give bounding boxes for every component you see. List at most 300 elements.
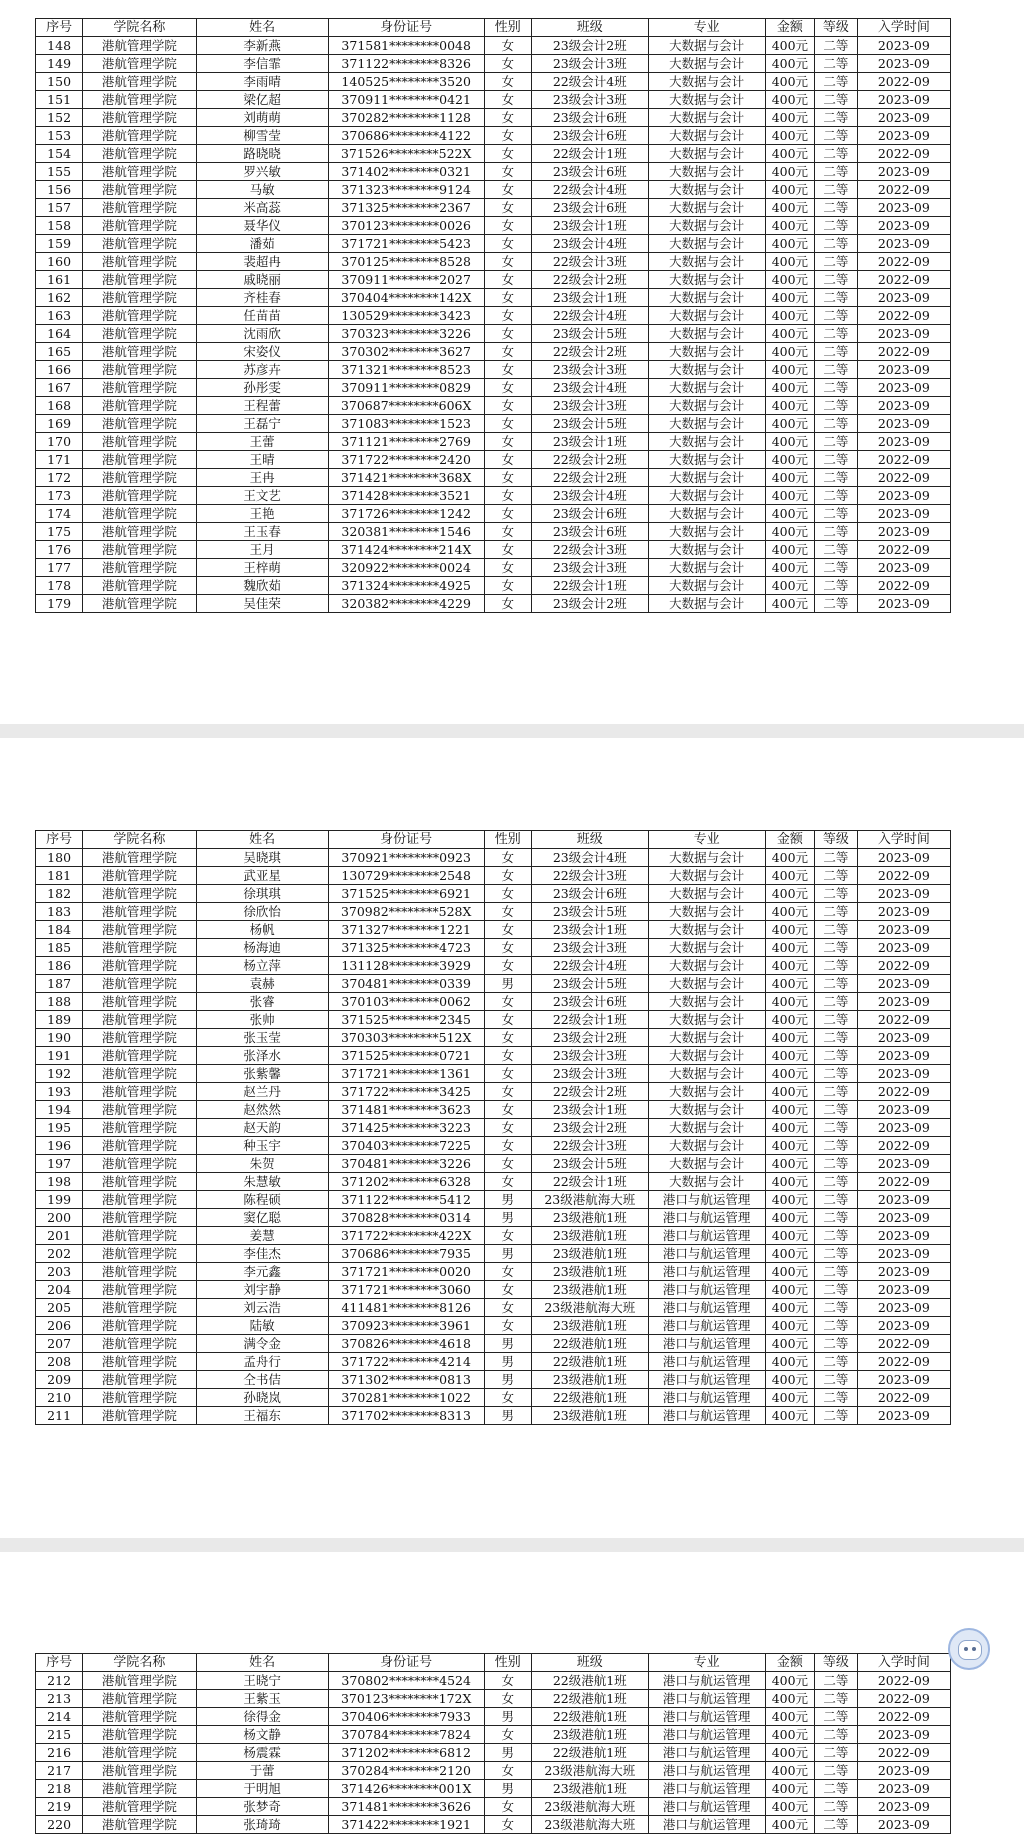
col-name: 李元鑫 [196, 1263, 328, 1281]
col-name: 王文艺 [196, 487, 328, 505]
col-college: 港航管理学院 [83, 343, 196, 361]
col-college: 港航管理学院 [83, 433, 196, 451]
table-row [36, 415, 951, 433]
col-major: 大数据与会计 [648, 993, 765, 1011]
header-col-seq: 序号 [36, 19, 83, 37]
col-college: 港航管理学院 [83, 1047, 196, 1065]
col-enroll: 2023-09 [857, 1191, 950, 1209]
col-enroll: 2023-09 [857, 1726, 950, 1744]
table-row [36, 397, 951, 415]
col-id: 371202********6812 [328, 1744, 484, 1762]
col-enroll: 2023-09 [857, 1047, 950, 1065]
col-gender: 女 [484, 55, 531, 73]
col-major: 港口与航运管理 [648, 1209, 765, 1227]
table-row [36, 199, 951, 217]
col-name: 任苗苗 [196, 307, 328, 325]
col-college: 港航管理学院 [83, 451, 196, 469]
col-gender: 女 [484, 487, 531, 505]
col-gender: 男 [484, 975, 531, 993]
col-amount: 400元 [765, 939, 815, 957]
col-enroll: 2022-09 [857, 1137, 950, 1155]
col-major: 大数据与会计 [648, 849, 765, 867]
col-level: 二等 [815, 1708, 858, 1726]
col-college: 港航管理学院 [83, 1335, 196, 1353]
col-class: 23级会计1班 [531, 433, 648, 451]
col-enroll: 2023-09 [857, 1155, 950, 1173]
col-major: 大数据与会计 [648, 1101, 765, 1119]
table-row [36, 505, 951, 523]
col-id: 371722********2420 [328, 451, 484, 469]
table-row [36, 1353, 951, 1371]
col-amount: 400元 [765, 1816, 815, 1834]
col-college: 港航管理学院 [83, 1708, 196, 1726]
col-major: 大数据与会计 [648, 975, 765, 993]
table-row [36, 1744, 951, 1762]
col-id: 370123********0026 [328, 217, 484, 235]
col-level: 二等 [815, 921, 858, 939]
col-gender: 女 [484, 1317, 531, 1335]
col-enroll: 2023-09 [857, 1065, 950, 1083]
col-enroll: 2023-09 [857, 595, 950, 613]
header-col-gender: 性别 [484, 831, 531, 849]
col-id: 371426********001X [328, 1780, 484, 1798]
col-seq: 161 [36, 271, 83, 289]
col-level: 二等 [815, 541, 858, 559]
col-name: 王紫玉 [196, 1690, 328, 1708]
col-amount: 400元 [765, 1353, 815, 1371]
col-seq: 190 [36, 1029, 83, 1047]
col-college: 港航管理学院 [83, 1173, 196, 1191]
col-college: 港航管理学院 [83, 867, 196, 885]
col-level: 二等 [815, 939, 858, 957]
col-level: 二等 [815, 1353, 858, 1371]
col-name: 张梦奇 [196, 1798, 328, 1816]
table-row [36, 253, 951, 271]
col-seq: 189 [36, 1011, 83, 1029]
col-major: 大数据与会计 [648, 433, 765, 451]
col-level: 二等 [815, 505, 858, 523]
table-row [36, 1335, 951, 1353]
col-college: 港航管理学院 [83, 91, 196, 109]
col-name: 王晓宁 [196, 1672, 328, 1690]
col-id: 370403********7225 [328, 1137, 484, 1155]
col-major: 港口与航运管理 [648, 1726, 765, 1744]
col-class: 23级会计5班 [531, 903, 648, 921]
col-college: 港航管理学院 [83, 145, 196, 163]
table-row [36, 523, 951, 541]
col-gender: 女 [484, 1798, 531, 1816]
table-row [36, 307, 951, 325]
col-class: 23级港航1班 [531, 1263, 648, 1281]
table-row [36, 1317, 951, 1335]
col-name: 王蕾 [196, 433, 328, 451]
col-seq: 213 [36, 1690, 83, 1708]
col-class: 22级会计4班 [531, 181, 648, 199]
col-gender: 女 [484, 1065, 531, 1083]
col-major: 港口与航运管理 [648, 1299, 765, 1317]
col-id: 371402********0321 [328, 163, 484, 181]
col-seq: 207 [36, 1335, 83, 1353]
col-name: 罗兴敏 [196, 163, 328, 181]
col-id: 370911********0421 [328, 91, 484, 109]
table-row [36, 127, 951, 145]
col-id: 371422********1921 [328, 1816, 484, 1834]
col-seq: 179 [36, 595, 83, 613]
col-gender: 男 [484, 1353, 531, 1371]
col-seq: 178 [36, 577, 83, 595]
col-id: 371702********8313 [328, 1407, 484, 1425]
col-enroll: 2023-09 [857, 975, 950, 993]
table-row [36, 939, 951, 957]
col-amount: 400元 [765, 289, 815, 307]
col-amount: 400元 [765, 957, 815, 975]
col-name: 王晴 [196, 451, 328, 469]
col-major: 大数据与会计 [648, 541, 765, 559]
col-amount: 400元 [765, 1191, 815, 1209]
col-gender: 女 [484, 217, 531, 235]
col-major: 大数据与会计 [648, 867, 765, 885]
col-enroll: 2022-09 [857, 343, 950, 361]
col-id: 320381********1546 [328, 523, 484, 541]
col-seq: 200 [36, 1209, 83, 1227]
col-amount: 400元 [765, 1263, 815, 1281]
col-college: 港航管理学院 [83, 577, 196, 595]
col-college: 港航管理学院 [83, 37, 196, 55]
col-major: 港口与航运管理 [648, 1708, 765, 1726]
col-class: 23级会计3班 [531, 361, 648, 379]
col-name: 张睿 [196, 993, 328, 1011]
col-amount: 400元 [765, 1798, 815, 1816]
col-class: 23级会计4班 [531, 487, 648, 505]
col-college: 港航管理学院 [83, 595, 196, 613]
table-row [36, 541, 951, 559]
col-class: 22级港航1班 [531, 1335, 648, 1353]
col-level: 二等 [815, 415, 858, 433]
col-id: 370826********4618 [328, 1335, 484, 1353]
col-name: 种玉宇 [196, 1137, 328, 1155]
table-row [36, 559, 951, 577]
col-level: 二等 [815, 397, 858, 415]
scholarship-table-page-1 [35, 18, 951, 613]
col-college: 港航管理学院 [83, 271, 196, 289]
col-name: 杨海迪 [196, 939, 328, 957]
col-class: 23级会计2班 [531, 1029, 648, 1047]
col-id: 320922********0024 [328, 559, 484, 577]
header-col-name: 姓名 [196, 831, 328, 849]
header-col-level: 等级 [815, 831, 858, 849]
col-gender: 女 [484, 1137, 531, 1155]
col-amount: 400元 [765, 1299, 815, 1317]
col-college: 港航管理学院 [83, 1029, 196, 1047]
col-seq: 158 [36, 217, 83, 235]
col-class: 23级港航海大班 [531, 1762, 648, 1780]
col-gender: 女 [484, 1762, 531, 1780]
col-enroll: 2023-09 [857, 1281, 950, 1299]
col-major: 大数据与会计 [648, 343, 765, 361]
col-seq: 163 [36, 307, 83, 325]
col-major: 港口与航运管理 [648, 1798, 765, 1816]
col-amount: 400元 [765, 397, 815, 415]
col-gender: 男 [484, 1708, 531, 1726]
col-class: 22级会计2班 [531, 451, 648, 469]
col-level: 二等 [815, 271, 858, 289]
col-college: 港航管理学院 [83, 1798, 196, 1816]
col-amount: 400元 [765, 1762, 815, 1780]
col-enroll: 2023-09 [857, 1101, 950, 1119]
col-amount: 400元 [765, 109, 815, 127]
col-level: 二等 [815, 1065, 858, 1083]
col-gender: 女 [484, 253, 531, 271]
col-major: 大数据与会计 [648, 37, 765, 55]
col-class: 23级会计6班 [531, 993, 648, 1011]
col-gender: 女 [484, 1155, 531, 1173]
col-enroll: 2023-09 [857, 1317, 950, 1335]
table-row [36, 1155, 951, 1173]
col-major: 大数据与会计 [648, 415, 765, 433]
col-amount: 400元 [765, 849, 815, 867]
col-seq: 174 [36, 505, 83, 523]
col-amount: 400元 [765, 217, 815, 235]
col-gender: 男 [484, 1245, 531, 1263]
col-enroll: 2022-09 [857, 867, 950, 885]
col-major: 大数据与会计 [648, 595, 765, 613]
col-college: 港航管理学院 [83, 163, 196, 181]
col-class: 23级港航海大班 [531, 1191, 648, 1209]
col-seq: 172 [36, 469, 83, 487]
col-enroll: 2023-09 [857, 523, 950, 541]
col-class: 22级会计1班 [531, 145, 648, 163]
col-amount: 400元 [765, 1389, 815, 1407]
col-enroll: 2022-09 [857, 1335, 950, 1353]
header-col-major: 专业 [648, 831, 765, 849]
header-col-college: 学院名称 [83, 831, 196, 849]
col-level: 二等 [815, 1690, 858, 1708]
col-enroll: 2023-09 [857, 109, 950, 127]
table-row [36, 903, 951, 921]
col-id: 370784********7824 [328, 1726, 484, 1744]
col-name: 潘茹 [196, 235, 328, 253]
table-row [36, 1011, 951, 1029]
col-name: 张帅 [196, 1011, 328, 1029]
col-name: 王艳 [196, 505, 328, 523]
table-row [36, 1209, 951, 1227]
col-gender: 女 [484, 1101, 531, 1119]
col-gender: 女 [484, 1816, 531, 1834]
col-seq: 167 [36, 379, 83, 397]
col-gender: 女 [484, 559, 531, 577]
col-enroll: 2023-09 [857, 559, 950, 577]
col-amount: 400元 [765, 1245, 815, 1263]
col-college: 港航管理学院 [83, 1137, 196, 1155]
col-name: 于明旭 [196, 1780, 328, 1798]
col-gender: 男 [484, 1780, 531, 1798]
col-name: 张琦琦 [196, 1816, 328, 1834]
col-enroll: 2023-09 [857, 921, 950, 939]
col-college: 港航管理学院 [83, 993, 196, 1011]
col-id: 140525********3520 [328, 73, 484, 91]
col-enroll: 2023-09 [857, 37, 950, 55]
col-id: 370125********8528 [328, 253, 484, 271]
col-name: 满令金 [196, 1335, 328, 1353]
col-amount: 400元 [765, 1281, 815, 1299]
col-major: 港口与航运管理 [648, 1816, 765, 1834]
col-amount: 400元 [765, 1173, 815, 1191]
col-class: 22级会计2班 [531, 469, 648, 487]
col-level: 二等 [815, 1191, 858, 1209]
col-id: 371324********4925 [328, 577, 484, 595]
col-name: 张泽水 [196, 1047, 328, 1065]
col-seq: 220 [36, 1816, 83, 1834]
col-class: 23级会计3班 [531, 939, 648, 957]
header-col-level: 等级 [815, 1654, 858, 1672]
col-major: 大数据与会计 [648, 271, 765, 289]
col-id: 371325********2367 [328, 199, 484, 217]
col-name: 孟舟行 [196, 1353, 328, 1371]
col-amount: 400元 [765, 433, 815, 451]
col-level: 二等 [815, 1744, 858, 1762]
header-col-amount: 金额 [765, 19, 815, 37]
col-seq: 191 [36, 1047, 83, 1065]
col-level: 二等 [815, 1029, 858, 1047]
col-amount: 400元 [765, 199, 815, 217]
col-college: 港航管理学院 [83, 1389, 196, 1407]
col-id: 370923********3961 [328, 1317, 484, 1335]
col-class: 22级会计2班 [531, 271, 648, 289]
col-id: 371722********4214 [328, 1353, 484, 1371]
col-level: 二等 [815, 1209, 858, 1227]
col-class: 22级港航1班 [531, 1389, 648, 1407]
col-name: 朱贺 [196, 1155, 328, 1173]
col-name: 赵兰丹 [196, 1083, 328, 1101]
col-id: 370303********512X [328, 1029, 484, 1047]
table-row [36, 1083, 951, 1101]
col-major: 大数据与会计 [648, 181, 765, 199]
assistant-robot-icon[interactable] [948, 1628, 990, 1670]
col-major: 大数据与会计 [648, 523, 765, 541]
col-name: 窦亿聪 [196, 1209, 328, 1227]
col-gender: 男 [484, 1335, 531, 1353]
col-college: 港航管理学院 [83, 397, 196, 415]
col-college: 港航管理学院 [83, 939, 196, 957]
table-row [36, 55, 951, 73]
col-name: 王梓萌 [196, 559, 328, 577]
table-row [36, 325, 951, 343]
col-level: 二等 [815, 577, 858, 595]
document-page-2 [0, 738, 1024, 1538]
col-id: 370406********7933 [328, 1708, 484, 1726]
col-major: 大数据与会计 [648, 73, 765, 91]
col-major: 港口与航运管理 [648, 1672, 765, 1690]
col-amount: 400元 [765, 975, 815, 993]
col-id: 371721********0020 [328, 1263, 484, 1281]
table-row [36, 1798, 951, 1816]
col-amount: 400元 [765, 253, 815, 271]
col-enroll: 2023-09 [857, 1780, 950, 1798]
col-seq: 153 [36, 127, 83, 145]
col-name: 梁亿超 [196, 91, 328, 109]
col-class: 23级港航1班 [531, 1245, 648, 1263]
col-level: 二等 [815, 885, 858, 903]
col-level: 二等 [815, 1762, 858, 1780]
col-seq: 198 [36, 1173, 83, 1191]
table-row [36, 1227, 951, 1245]
col-level: 二等 [815, 73, 858, 91]
col-gender: 女 [484, 307, 531, 325]
col-name: 裴超冉 [196, 253, 328, 271]
col-class: 23级港航海大班 [531, 1299, 648, 1317]
col-enroll: 2022-09 [857, 1744, 950, 1762]
col-major: 大数据与会计 [648, 307, 765, 325]
col-class: 23级会计2班 [531, 595, 648, 613]
col-amount: 400元 [765, 1155, 815, 1173]
col-major: 大数据与会计 [648, 451, 765, 469]
table-row [36, 1389, 951, 1407]
col-class: 22级会计3班 [531, 253, 648, 271]
col-gender: 女 [484, 1263, 531, 1281]
col-id: 370911********0829 [328, 379, 484, 397]
header-col-seq: 序号 [36, 831, 83, 849]
col-level: 二等 [815, 1101, 858, 1119]
col-level: 二等 [815, 903, 858, 921]
col-seq: 177 [36, 559, 83, 577]
col-gender: 女 [484, 469, 531, 487]
col-gender: 女 [484, 343, 531, 361]
col-seq: 183 [36, 903, 83, 921]
col-gender: 女 [484, 433, 531, 451]
table-row [36, 109, 951, 127]
col-enroll: 2023-09 [857, 1371, 950, 1389]
col-major: 港口与航运管理 [648, 1371, 765, 1389]
col-class: 22级港航1班 [531, 1353, 648, 1371]
col-level: 二等 [815, 1407, 858, 1425]
table-row [36, 1762, 951, 1780]
col-seq: 216 [36, 1744, 83, 1762]
scholarship-table-page-2 [35, 830, 951, 1425]
col-amount: 400元 [765, 451, 815, 469]
col-level: 二等 [815, 867, 858, 885]
col-amount: 400元 [765, 1744, 815, 1762]
col-seq: 187 [36, 975, 83, 993]
col-college: 港航管理学院 [83, 181, 196, 199]
col-seq: 199 [36, 1191, 83, 1209]
col-class: 23级会计1班 [531, 289, 648, 307]
col-major: 港口与航运管理 [648, 1191, 765, 1209]
col-gender: 女 [484, 595, 531, 613]
header-col-class: 班级 [531, 19, 648, 37]
col-enroll: 2023-09 [857, 1209, 950, 1227]
header-col-name: 姓名 [196, 19, 328, 37]
table-row [36, 577, 951, 595]
col-major: 大数据与会计 [648, 1137, 765, 1155]
col-college: 港航管理学院 [83, 1227, 196, 1245]
col-major: 大数据与会计 [648, 253, 765, 271]
col-seq: 217 [36, 1762, 83, 1780]
col-major: 大数据与会计 [648, 1155, 765, 1173]
col-id: 320382********4229 [328, 595, 484, 613]
col-level: 二等 [815, 1083, 858, 1101]
col-id: 370323********3226 [328, 325, 484, 343]
col-enroll: 2023-09 [857, 1119, 950, 1137]
col-amount: 400元 [765, 523, 815, 541]
col-level: 二等 [815, 1245, 858, 1263]
table-row [36, 867, 951, 885]
col-level: 二等 [815, 325, 858, 343]
col-amount: 400元 [765, 1029, 815, 1047]
col-id: 371481********3626 [328, 1798, 484, 1816]
col-major: 港口与航运管理 [648, 1407, 765, 1425]
col-amount: 400元 [765, 1672, 815, 1690]
col-college: 港航管理学院 [83, 1083, 196, 1101]
